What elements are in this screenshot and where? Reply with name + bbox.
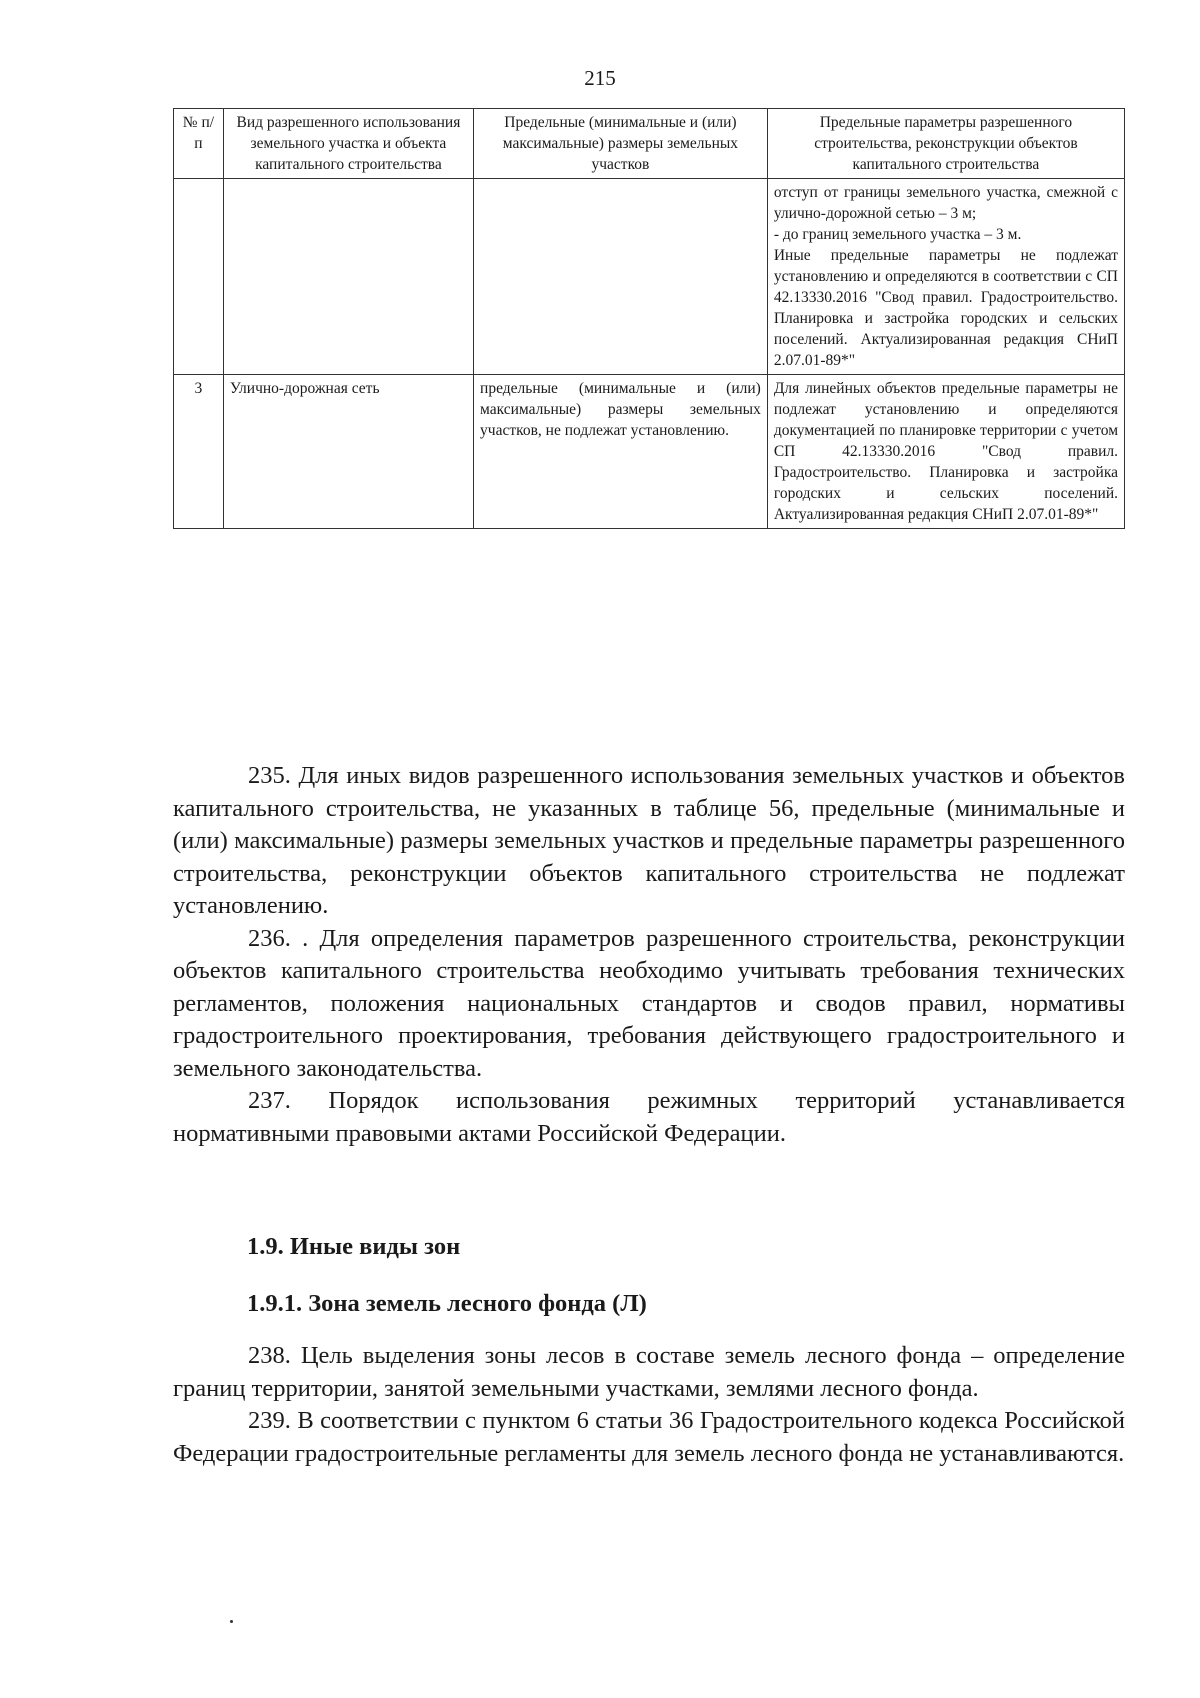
parameters-table [173, 108, 1125, 529]
row-use-kind [223, 179, 473, 375]
paragraph-236: 236. . Для определения параметров разрешенного строительства, реконструкции объектов капитального строительства необходимо учитывать требования технических регламентов, положения национальных стандартов и сводов правил, нормативы градостроительного проектирования, требования действующего градостроительного и земельного законодательства. [173, 924, 1125, 1082]
table-row [174, 179, 1125, 375]
paragraph-239: 239. В соответствии с пунктом 6 статьи 36 Градостроительного кодекса Российской Федерации градостроительные регламенты для земель лесного фонда не устанавливаются. [173, 1407, 1125, 1467]
section-heading: 1.9. Иные виды зон [247, 1233, 461, 1260]
body-paragraphs-b [173, 1340, 1125, 1470]
row-number [174, 179, 224, 375]
row-number: 3 [174, 375, 224, 529]
row-construction-params: отступ от границы земельного участка, смежной с улично-дорожной сетью – 3 м; - до границ земельного участка – 3 м. Иные предельные параметры не подлежат установлению и определяются в соответствии с СП 42.13330.2016 "Свод правил. Градостроительство. Планировка и застройка городских и сельских поселений. Актуализированная редакция СНиП 2.07.01-89*" [767, 179, 1124, 375]
scan-speck [230, 1620, 233, 1623]
row-plot-size [474, 179, 768, 375]
header-plot-size: Предельные (минимальные и (или) максимальные) размеры земельных участков [474, 109, 768, 179]
paragraph-238: 238. Цель выделения зоны лесов в составе земель лесного фонда – определение границ территории, занятой земельными участками, землями лесного фонда. [173, 1342, 1125, 1402]
row-construction-params: Для линейных объектов предельные параметры не подлежат установлению и определяются документацией по планировке территории с учетом СП 42.13330.2016 "Свод правил. Градостроительство. Планировка и застройка городских и сельских поселений. Актуализированная редакция СНиП 2.07.01-89*" [767, 375, 1124, 529]
subsection-heading: 1.9.1. Зона земель лесного фонда (Л) [247, 1290, 647, 1317]
header-use-kind: Вид разрешенного использования земельного участка и объекта капитального строительства [223, 109, 473, 179]
header-construction-params: Предельные параметры разрешенного строительства, реконструкции объектов капитального строительства [767, 109, 1124, 179]
row-plot-size: предельные (минимальные и (или) максимальные) размеры земельных участков, не подлежат установлению. [474, 375, 768, 529]
paragraph-237: 237. Порядок использования режимных территорий устанавливается нормативными правовыми актами Российской Федерации. [173, 1087, 1125, 1147]
page-number: 215 [584, 66, 616, 90]
row-use-kind: Улично-дорожная сеть [223, 375, 473, 529]
table-header-row [174, 109, 1125, 179]
header-number: № п/п [174, 109, 224, 179]
table-row [174, 375, 1125, 529]
paragraph-235: 235. Для иных видов разрешенного использования земельных участков и объектов капитального строительства, не указанных в таблице 56, предельные (минимальные и (или) максимальные) размеры земельных участков и предельные параметры разрешенного строительства, реконструкции объектов капитального строительства не подлежат установлению. [173, 762, 1125, 919]
body-paragraphs-a [173, 760, 1125, 1150]
